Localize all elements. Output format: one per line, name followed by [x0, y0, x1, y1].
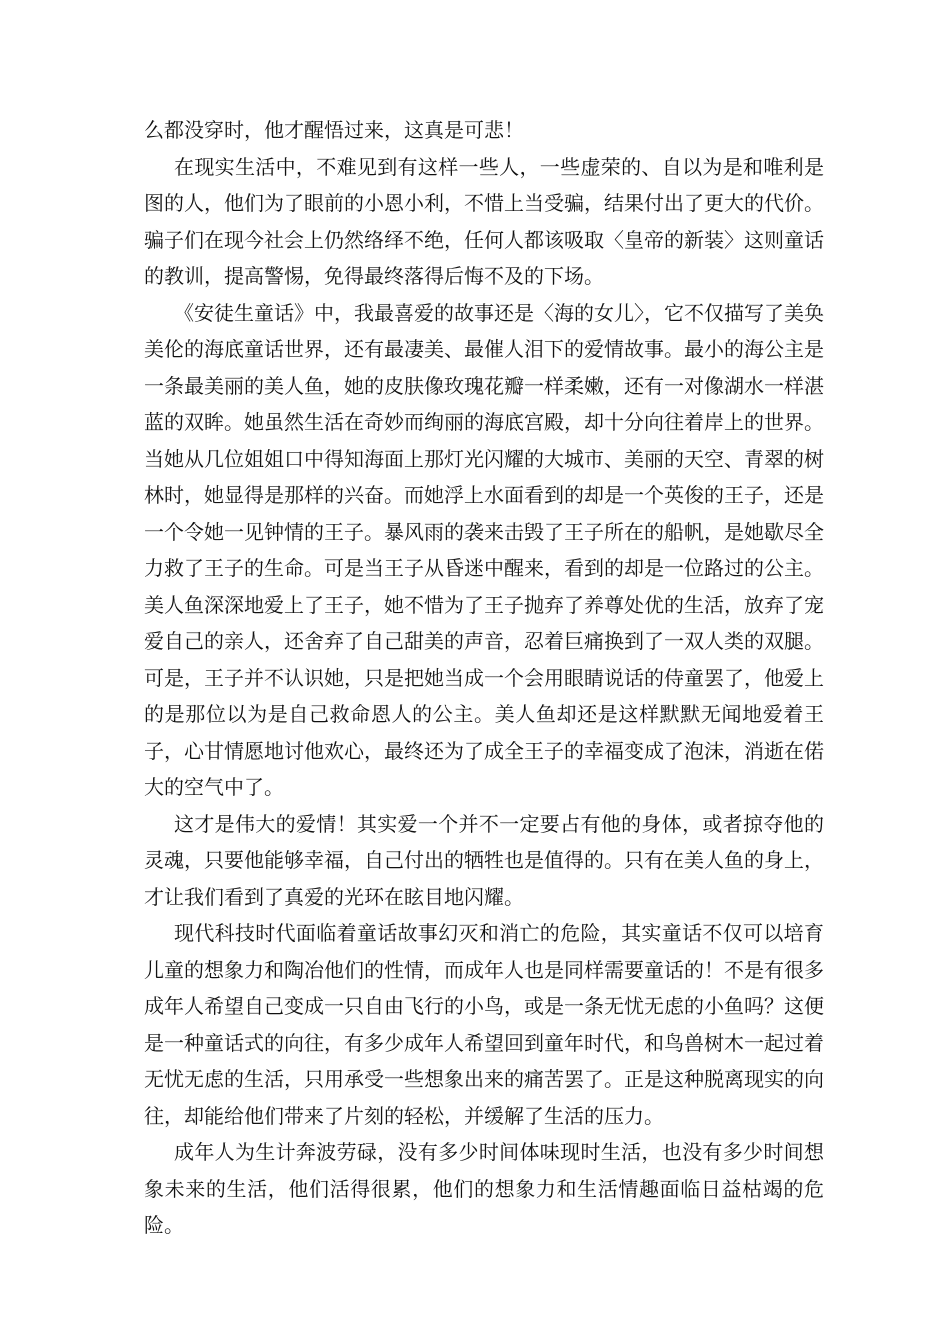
- document-body: [144, 112, 824, 1244]
- paragraph-true-love: 这才是伟大的爱情！其实爱一个并不一定要占有他的身体，或者掠夺他的灵魂，只要他能够幸福，自己付出的牺牲也是值得的。只有在美人鱼的身上，才让我们看到了真爱的光环在眩目地闪耀。: [144, 811, 824, 909]
- paragraph-continuation: 么都没穿时，他才醒悟过来，这真是可悲！: [144, 118, 524, 142]
- paragraph-adults: 成年人为生计奔波劳碌，没有多少时间体味现时生活，也没有多少时间想象未来的生活，他们活得很累，他们的想象力和生活情趣面临日益枯竭的危险。: [144, 1140, 824, 1237]
- paragraph-emperor-lesson: 在现实生活中，不难见到有这样一些人，一些虚荣的、自以为是和唯利是图的人，他们为了眼前的小恩小利，不惜上当受骗，结果付出了更大的代价。骗子们在现今社会上仍然络绎不绝，任何人都该吸取〈皇帝的新装〉这则童话的教训，提高警惕，免得最终落得后悔不及的下场。: [144, 154, 824, 288]
- paragraph-modern-era: 现代科技时代面临着童话故事幻灭和消亡的危险，其实童话不仅可以培育儿童的想象力和陶冶他们的性情，而成年人也是同样需要童话的！不是有很多成年人希望自己变成一只自由飞行的小鸟，或是一条无忧无虑的小鱼吗？这便是一种童话式的向往，有多少成年人希望回到童年时代，和鸟兽树木一起过着无忧无虑的生活，只用承受一些想象出来的痛苦罢了。正是这种脱离现实的向往，却能给他们带来了片刻的轻松，并缓解了生活的压力。: [144, 921, 824, 1128]
- paragraph-little-mermaid: 《安徒生童话》中，我最喜爱的故事还是〈海的女儿〉，它不仅描写了美奂美伦的海底童话世界，还有最凄美、最催人泪下的爱情故事。最小的海公主是一条最美丽的美人鱼，她的皮肤像玫瑰花瓣一样柔嫩，还有一对像湖水一样湛蓝的双眸。她虽然生活在奇妙而绚丽的海底宫殿，却十分向往着岸上的世界。当她从几位姐姐口中得知海面上那灯光闪耀的大城市、美丽的天空、青翠的树林时，她显得是那样的兴奋。而她浮上水面看到的却是一个英俊的王子，还是一个令她一见钟情的王子。暴风雨的袭来击毁了王子所在的船帆，是她歇尽全力救了王子的生命。可是当王子从昏迷中醒来，看到的却是一位路过的公主。美人鱼深深地爱上了王子，她不惜为了王子抛弃了养尊处优的生活，放弃了宠爱自己的亲人，还舍弃了自己甜美的声音，忍着巨痛换到了一双人类的双腿。可是，王子并不认识她，只是把她当成一个会用眼睛说话的侍童罢了，他爱上的是那位以为是自己救命恩人的公主。美人鱼却还是这样默默无闻地爱着王子，心甘情愿地讨他欢心，最终还为了成全王子的幸福变成了泡沫，消逝在偌大的空气中了。: [144, 300, 824, 799]
